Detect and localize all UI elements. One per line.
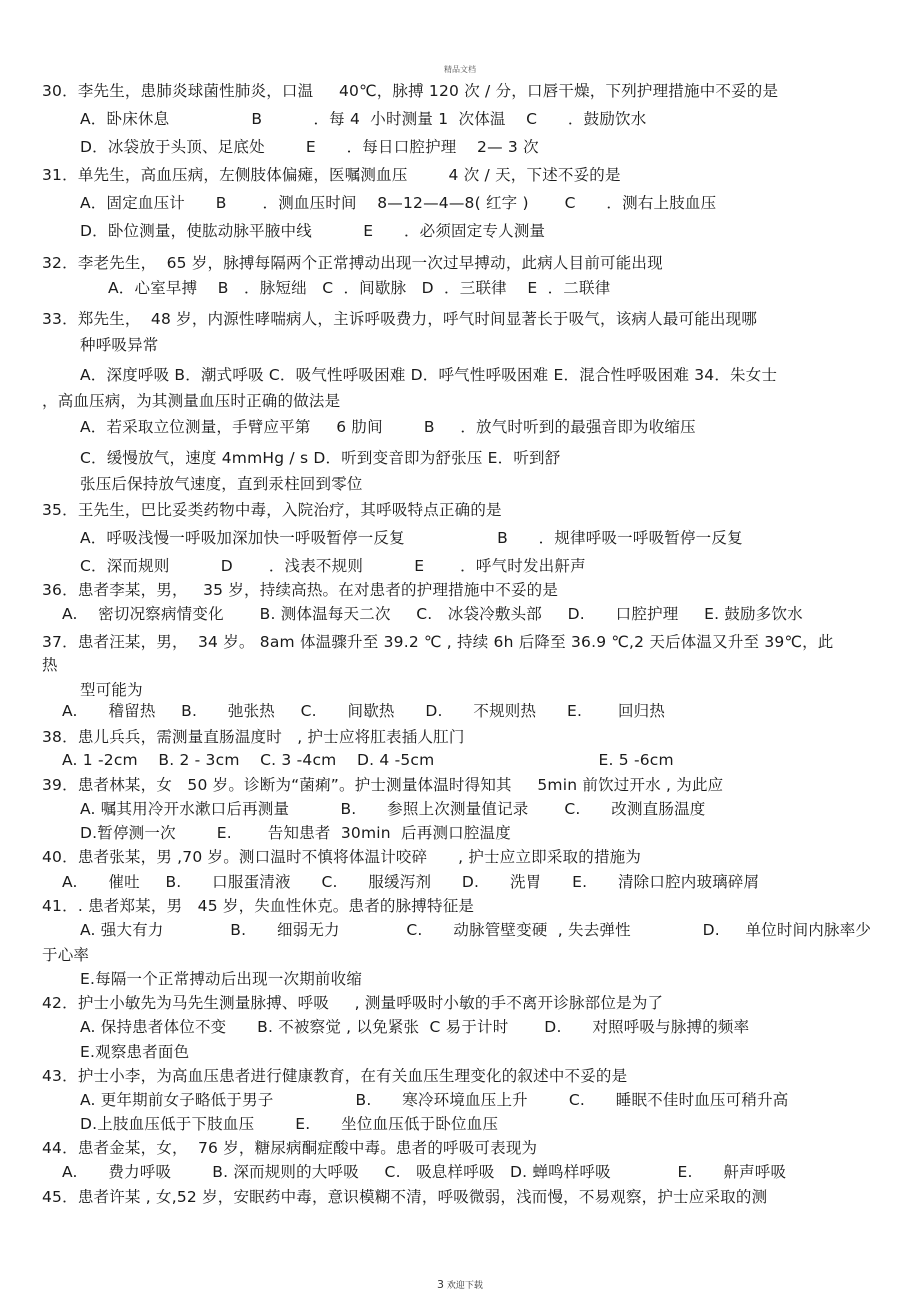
question-44-options: A. 费力呼吸 B. 深而规则的大呼吸 C. 吸息样呼吸 D. 蝉鸣样呼吸 E. 鼾声呼吸	[62, 1163, 787, 1181]
question-42-options-2: E.观察患者面色	[80, 1043, 190, 1061]
question-30-stem: 30．李先生，患肺炎球菌性肺炎，口温 40℃，脉搏 120 次 / 分，口唇干燥，下列护理措施中不妥的是	[42, 82, 779, 100]
question-41-stem: 41．. 患者郑某，男 45 岁，失血性休克。患者的脉搏特征是	[42, 897, 475, 915]
question-30-options-2: D．冰袋放于头顶、足底处 E ．每日口腔护理 2— 3 次	[80, 138, 539, 156]
question-39-options-1: A. 嘱其用冷开水漱口后再测量 B. 参照上次测量值记录 C. 改测直肠温度	[80, 800, 706, 818]
question-35-options-2: C．深而规则 D ．浅表不规则 E ．呼气时发出鼾声	[80, 557, 586, 575]
question-39-options-2: D.暂停测一次 E. 告知患者 30min 后再测口腔温度	[80, 824, 511, 842]
question-41-options-2: E.每隔一个正常搏动后出现一次期前收缩	[80, 970, 363, 988]
footer-text: 欢迎下载	[446, 1281, 483, 1291]
question-35-options-1: A．呼吸浅慢一呼吸加深加快一呼吸暂停一反复 B ．规律呼吸一呼吸暂停一反复	[80, 529, 743, 547]
question-41-options-cont: 于心率	[42, 946, 90, 964]
question-32-stem: 32．李老先生， 65 岁，脉搏每隔两个正常搏动出现一次过早搏动，此病人目前可能出现	[42, 254, 663, 272]
question-33-options: A．深度呼吸 B．潮式呼吸 C．吸气性呼吸困难 D．呼气性呼吸困难 E．混合性呼吸困难 34．朱女士	[80, 366, 778, 384]
question-34-options-1: A．若采取立位测量，手臂应平第 6 肋间 B ．放气时听到的最强音即为收缩压	[80, 418, 696, 436]
question-34-options-2: C．缓慢放气，速度 4mmHg / s D．听到变音即为舒张压 E．听到舒	[80, 449, 561, 467]
question-31-stem: 31．单先生，高血压病，左侧肢体偏瘫，医嘱测血压 4 次 / 天，下述不妥的是	[42, 166, 621, 184]
question-36-options: A. 密切况察病情变化 B. 测体温每天二次 C. 冰袋冷敷头部 D. 口腔护理 E. 鼓励多饮水	[62, 605, 803, 623]
question-31-options-1: A．固定血压计 B ．测血压时间 8—12—4—8( 红字 ) C ．测右上肢血压	[80, 194, 717, 212]
question-39-stem: 39．患者林某，女 50 岁。诊断为“菌痢”。护士测量体温时得知其 5min 前饮过开水 , 为此应	[42, 776, 724, 794]
question-40-stem: 40．患者张某，男 ,70 岁。测口温时不慎将体温计咬碎 , 护士应立即采取的措施为	[42, 848, 642, 866]
question-40-options: A. 催吐 B. 口服蛋清液 C. 服缓泻剂 D. 洗胃 E. 清除口腔内玻璃碎屑	[62, 873, 760, 891]
question-35-stem: 35．王先生，巴比妥类药物中毒，入院治疗，其呼吸特点正确的是	[42, 501, 502, 519]
question-42-stem: 42．护士小敏先为马先生测量脉搏、呼吸 , 测量呼吸时小敏的手不离开诊脉部位是为了	[42, 994, 664, 1012]
question-33-stem-cont: 种呼吸异常	[80, 336, 159, 354]
question-33-stem: 33．郑先生， 48 岁，内源性哮喘病人，主诉呼吸费力，呼气时间显著长于吸气，该病人最可能出现哪	[42, 310, 758, 328]
question-32-options: A．心室早搏 B ．脉短绌 C ．间歇脉 D ．三联律 E ．二联律	[108, 279, 611, 297]
question-31-options-2: D．卧位测量，使肱动脉平腋中线 E ．必须固定专人测量	[80, 222, 546, 240]
question-34-stem-cont: ，高血压病，为其测量血压时正确的做法是	[42, 392, 341, 410]
question-43-options-2: D.上肢血压低于下肢血压 E. 坐位血压低于卧位血压	[80, 1115, 499, 1133]
question-37-stem: 37．患者汪某，男， 34 岁。 8am 体温骤升至 39.2 ℃ , 持续 6h 后降至 36.9 ℃,2 天后体温又升至 39℃，此	[42, 633, 834, 651]
question-42-options-1: A. 保持患者体位不变 B. 不被察觉 , 以免紧张 C 易于计时 D. 对照呼吸与脉搏的频率	[80, 1018, 750, 1036]
question-37-stem-cont-2: 型可能为	[80, 681, 143, 699]
page-number: 3	[437, 1278, 445, 1291]
question-37-options: A. 稽留热 B. 弛张热 C. 间歇热 D. 不规则热 E. 回归热	[62, 702, 666, 720]
question-43-stem: 43．护士小李，为高血压患者进行健康教育，在有关血压生理变化的叙述中不妥的是	[42, 1067, 628, 1085]
question-43-options-1: A. 更年期前女子略低于男子 B. 寒冷环境血压上升 C. 睡眠不佳时血压可稍升高	[80, 1091, 789, 1109]
question-34-options-3: 张压后保持放气速度，直到汞柱回到零位	[80, 475, 363, 493]
question-45-stem: 45．患者许某 , 女,52 岁，安眠药中毒，意识模糊不清，呼吸微弱，浅而慢，不易观察，护士应采取的测	[42, 1188, 768, 1206]
question-38-options: A. 1 -2cm B. 2 - 3cm C. 3 -4cm D. 4 -5cm E. 5 -6cm	[62, 751, 674, 769]
page-footer	[0, 1278, 920, 1291]
question-41-options-1: A. 强大有力 B. 细弱无力 C. 动脉管壁变硬 , 失去弹性 D. 单位时间内脉率少	[80, 921, 872, 939]
question-38-stem: 38．患儿兵兵，需测量直肠温度时 , 护士应将肛表插人肛门	[42, 728, 465, 746]
question-37-stem-cont-1: 热	[42, 656, 58, 674]
question-36-stem: 36．患者李某，男， 35 岁，持续高热。在对患者的护理措施中不妥的是	[42, 581, 559, 599]
page-header: 精品文档	[444, 65, 476, 74]
question-30-options-1: A．卧床休息 B ．每 4 小时测量 1 次体温 C ．鼓励饮水	[80, 110, 647, 128]
question-44-stem: 44．患者金某，女， 76 岁，糖尿病酮症酸中毒。患者的呼吸可表现为	[42, 1139, 538, 1157]
